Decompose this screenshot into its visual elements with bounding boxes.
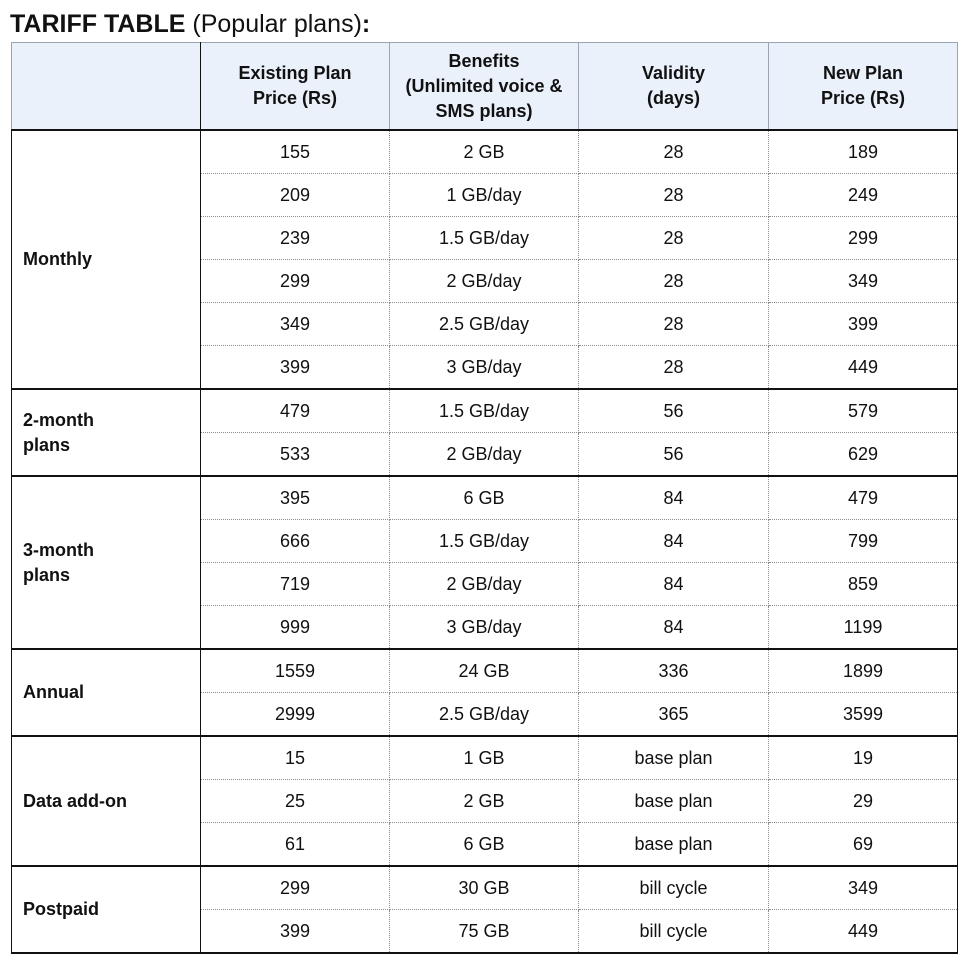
benefits-cell: 1.5 GB/day xyxy=(390,389,579,433)
benefits-cell: 2.5 GB/day xyxy=(390,303,579,346)
benefits-cell: 2 GB/day xyxy=(390,563,579,606)
table-row xyxy=(12,866,958,910)
validity-cell: 365 xyxy=(579,693,769,737)
existing-price-cell: 25 xyxy=(201,780,390,823)
title-subtitle: (Popular plans) xyxy=(185,10,362,38)
benefits-cell: 3 GB/day xyxy=(390,606,579,650)
new-price-cell: 29 xyxy=(769,780,958,823)
benefits-cell: 2 GB xyxy=(390,780,579,823)
category-cell xyxy=(12,130,201,389)
validity-cell: base plan xyxy=(579,823,769,867)
benefits-cell: 2 GB/day xyxy=(390,260,579,303)
existing-price-cell: 533 xyxy=(201,433,390,477)
existing-price-cell: 299 xyxy=(201,260,390,303)
new-price-cell: 579 xyxy=(769,389,958,433)
new-price-cell: 449 xyxy=(769,910,958,954)
new-price-cell: 19 xyxy=(769,736,958,780)
category-cell xyxy=(12,736,201,866)
existing-price-cell: 349 xyxy=(201,303,390,346)
existing-price-cell: 1559 xyxy=(201,649,390,693)
header-validity-label: Validity (days) xyxy=(641,63,706,108)
new-price-cell: 299 xyxy=(769,217,958,260)
validity-cell: base plan xyxy=(579,780,769,823)
existing-price-cell: 399 xyxy=(201,910,390,954)
new-price-cell: 449 xyxy=(769,346,958,390)
header-validity xyxy=(579,43,769,131)
category-label: Monthly xyxy=(23,249,92,269)
new-price-cell: 349 xyxy=(769,260,958,303)
new-price-cell: 249 xyxy=(769,174,958,217)
header-new-price-label: New Plan Price (Rs) xyxy=(820,63,906,108)
new-price-cell: 189 xyxy=(769,130,958,174)
category-label: 2-month plans xyxy=(23,409,94,455)
validity-cell: base plan xyxy=(579,736,769,780)
validity-cell: 56 xyxy=(579,433,769,477)
table-row xyxy=(12,736,958,780)
header-row xyxy=(12,43,958,131)
existing-price-cell: 61 xyxy=(201,823,390,867)
benefits-cell: 24 GB xyxy=(390,649,579,693)
category-cell xyxy=(12,866,201,953)
category-cell xyxy=(12,389,201,476)
benefits-cell: 2.5 GB/day xyxy=(390,693,579,737)
validity-cell: 84 xyxy=(579,606,769,650)
benefits-cell: 6 GB xyxy=(390,476,579,520)
table-header xyxy=(12,43,958,131)
existing-price-cell: 999 xyxy=(201,606,390,650)
new-price-cell: 479 xyxy=(769,476,958,520)
benefits-cell: 2 GB/day xyxy=(390,433,579,477)
validity-cell: 28 xyxy=(579,346,769,390)
new-price-cell: 1199 xyxy=(769,606,958,650)
validity-cell: 84 xyxy=(579,520,769,563)
category-cell xyxy=(12,476,201,649)
existing-price-cell: 299 xyxy=(201,866,390,910)
title-colon: : xyxy=(361,10,371,38)
header-category xyxy=(12,43,201,131)
benefits-cell: 2 GB xyxy=(390,130,579,174)
tariff-table xyxy=(11,42,958,954)
new-price-cell: 629 xyxy=(769,433,958,477)
category-label: Annual xyxy=(23,682,84,702)
validity-cell: 28 xyxy=(579,174,769,217)
existing-price-cell: 719 xyxy=(201,563,390,606)
title-main: TARIFF TABLE xyxy=(10,10,186,38)
validity-cell: bill cycle xyxy=(579,866,769,910)
benefits-cell: 3 GB/day xyxy=(390,346,579,390)
header-benefits xyxy=(390,43,579,131)
header-new-price xyxy=(769,43,958,131)
new-price-cell: 859 xyxy=(769,563,958,606)
benefits-cell: 1.5 GB/day xyxy=(390,520,579,563)
category-label: 3-month plans xyxy=(23,539,94,585)
new-price-cell: 3599 xyxy=(769,693,958,737)
table-row xyxy=(12,389,958,433)
table-row xyxy=(12,476,958,520)
header-benefits-label: Benefits (Unlimited voice & SMS plans) xyxy=(405,50,563,121)
validity-cell: 28 xyxy=(579,303,769,346)
validity-cell: 28 xyxy=(579,260,769,303)
header-existing-price-label: Existing Plan Price (Rs) xyxy=(238,63,352,108)
new-price-cell: 399 xyxy=(769,303,958,346)
category-label: Postpaid xyxy=(23,899,100,919)
existing-price-cell: 239 xyxy=(201,217,390,260)
category-cell xyxy=(12,649,201,736)
benefits-cell: 75 GB xyxy=(390,910,579,954)
existing-price-cell: 155 xyxy=(201,130,390,174)
existing-price-cell: 2999 xyxy=(201,693,390,737)
new-price-cell: 1899 xyxy=(769,649,958,693)
validity-cell: 84 xyxy=(579,563,769,606)
benefits-cell: 30 GB xyxy=(390,866,579,910)
benefits-cell: 6 GB xyxy=(390,823,579,867)
benefits-cell: 1.5 GB/day xyxy=(390,217,579,260)
header-existing-price xyxy=(201,43,390,131)
new-price-cell: 69 xyxy=(769,823,958,867)
existing-price-cell: 479 xyxy=(201,389,390,433)
existing-price-cell: 15 xyxy=(201,736,390,780)
existing-price-cell: 395 xyxy=(201,476,390,520)
validity-cell: 336 xyxy=(579,649,769,693)
benefits-cell: 1 GB xyxy=(390,736,579,780)
existing-price-cell: 399 xyxy=(201,346,390,390)
validity-cell: 28 xyxy=(579,130,769,174)
category-label: Data add-on xyxy=(23,790,128,811)
validity-cell: bill cycle xyxy=(579,910,769,954)
validity-cell: 84 xyxy=(579,476,769,520)
new-price-cell: 349 xyxy=(769,866,958,910)
validity-cell: 28 xyxy=(579,217,769,260)
table-body xyxy=(12,130,958,953)
benefits-cell: 1 GB/day xyxy=(390,174,579,217)
validity-cell: 56 xyxy=(579,389,769,433)
page-title xyxy=(10,8,370,40)
existing-price-cell: 666 xyxy=(201,520,390,563)
table-row xyxy=(12,649,958,693)
table-row xyxy=(12,130,958,174)
new-price-cell: 799 xyxy=(769,520,958,563)
existing-price-cell: 209 xyxy=(201,174,390,217)
